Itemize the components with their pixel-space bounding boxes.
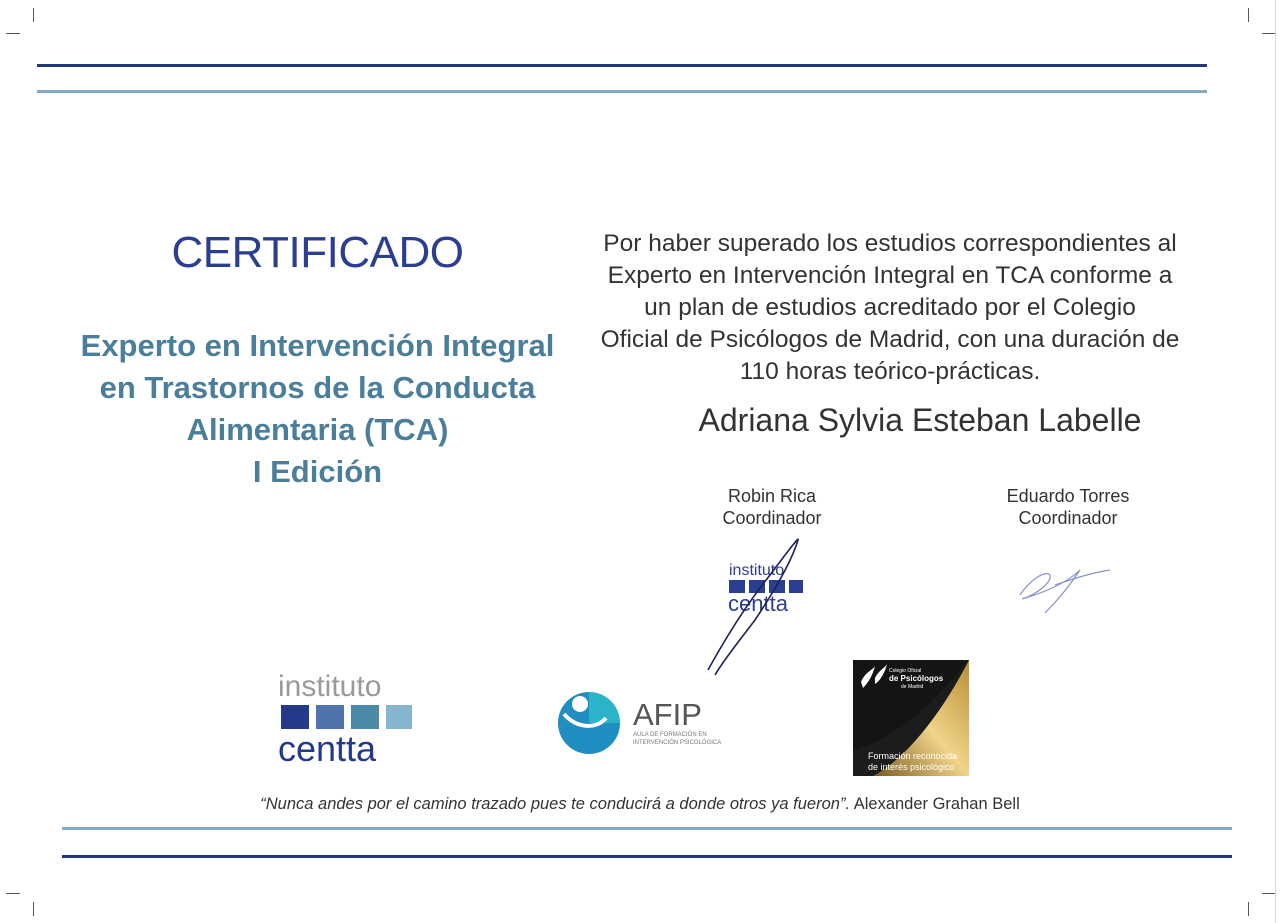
afip-subtitle-2: INTERVENCIÓN PSICOLÓGICA xyxy=(633,740,721,746)
signatory-1 xyxy=(652,485,892,529)
crop-mark xyxy=(1262,893,1276,894)
colegio-psicologos-badge xyxy=(853,660,969,776)
signatory-role: Coordinador xyxy=(1018,508,1118,528)
program-line: en Trastornos de la Conducta xyxy=(99,370,536,405)
statement-line: un plan de estudios acreditado por el Colegio xyxy=(644,294,1136,321)
colegio-badge-1: Formación reconocida xyxy=(868,751,958,761)
bottom-rule-light xyxy=(62,827,1232,830)
signatory-name: Robin Rica xyxy=(727,486,817,506)
crop-mark xyxy=(6,33,20,34)
colegio-org-2: de Psicólogos xyxy=(889,674,944,683)
top-rule-light xyxy=(37,90,1207,93)
signatory-role: Coordinador xyxy=(722,508,822,528)
crop-mark xyxy=(6,893,20,894)
statement-line: Oficial de Psicólogos de Madrid, con una duración de xyxy=(600,326,1180,353)
signatory-name: Eduardo Torres xyxy=(1006,486,1130,506)
program-line: Alimentaria (TCA) xyxy=(186,412,449,447)
colegio-org-3: de Madrid xyxy=(901,684,924,690)
statement-line: Experto en Intervención Integral en TCA conforme a xyxy=(607,262,1173,289)
stamp-line1: instituto xyxy=(729,562,785,579)
crop-mark xyxy=(33,8,34,22)
program-edition: I Edición xyxy=(252,454,383,489)
statement-line: 110 horas teórico-prácticas. xyxy=(739,358,1041,385)
student-name: Adriana Sylvia Esteban Labelle xyxy=(698,402,1142,438)
crop-mark xyxy=(1262,33,1276,34)
signature-2 xyxy=(1010,555,1120,620)
quote-text: “Nunca andes por el camino trazado pues te conducirá a donde otros ya fueron”. xyxy=(260,795,851,813)
quote-author: Alexander Grahan Bell xyxy=(853,795,1020,813)
certificate-title: CERTIFICADO xyxy=(171,228,464,277)
centta-logo-line2: centta xyxy=(278,728,377,768)
afip-subtitle-1: AULA DE FORMACIÓN EN xyxy=(633,732,707,738)
afip-logo xyxy=(556,688,721,758)
stamp-signature-1 xyxy=(700,530,830,680)
centta-logo-line1: instituto xyxy=(278,670,382,703)
crop-mark xyxy=(1248,8,1249,22)
program-line: Experto en Intervención Integral xyxy=(80,328,555,363)
afip-name: AFIP xyxy=(633,697,702,732)
certificate-statement xyxy=(570,228,1210,388)
top-rule-dark xyxy=(37,64,1207,67)
stamp-line2: centta xyxy=(728,591,788,616)
program-title xyxy=(70,325,565,493)
bottom-rule-dark xyxy=(62,855,1232,858)
page-edge xyxy=(1275,0,1276,923)
signatory-2 xyxy=(948,485,1188,529)
colegio-org-1: Colegio Oficial xyxy=(889,668,922,674)
centta-logo xyxy=(276,668,421,768)
closing-quote xyxy=(60,795,1220,814)
crop-mark xyxy=(1248,902,1249,916)
statement-line: Por haber superado los estudios correspondientes al xyxy=(603,230,1177,257)
crop-mark xyxy=(33,902,34,916)
colegio-badge-2: de interés psicológico xyxy=(868,762,955,772)
